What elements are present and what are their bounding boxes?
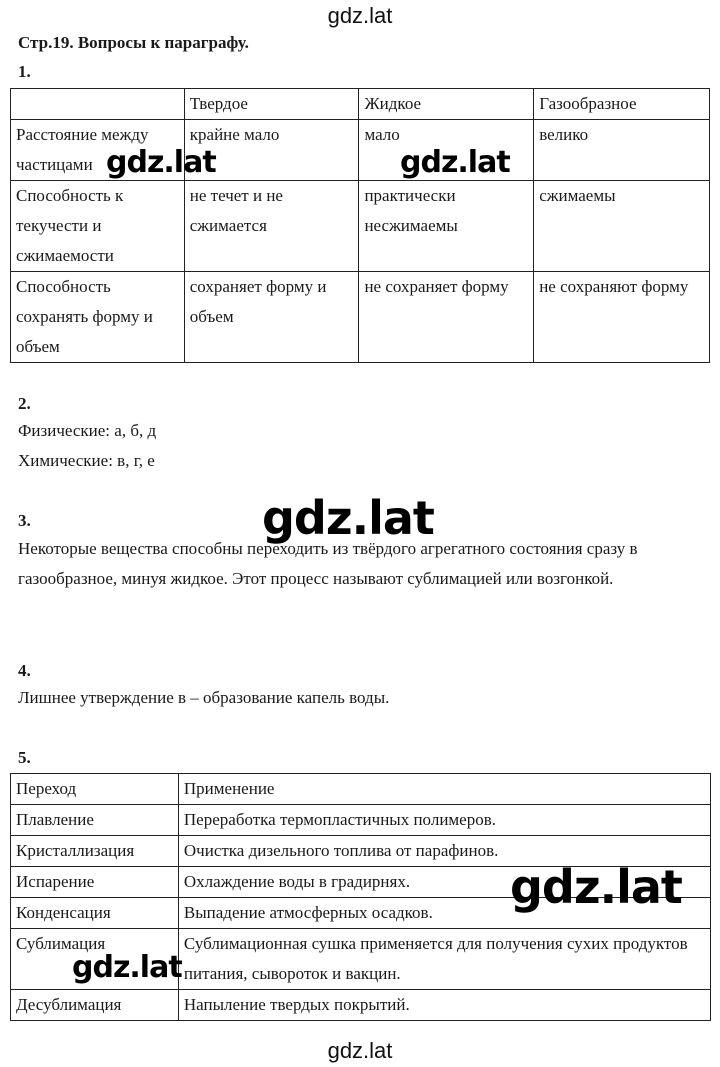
question-2-number: 2. xyxy=(18,394,31,413)
question-3-number: 3. xyxy=(18,511,31,530)
table-row xyxy=(11,181,710,272)
question-2-answer-line: Физические: а, б, д xyxy=(18,421,157,440)
table-cell: сохраняет форму и объем xyxy=(184,272,359,363)
table-header-cell: Применение xyxy=(178,774,710,805)
watermark-top: gdz.lat xyxy=(327,3,393,28)
table-header-cell: Переход xyxy=(11,774,179,805)
question-4-answer: Лишнее утверждение в – образование капель воды. xyxy=(18,688,390,707)
table-cell: Плавление xyxy=(11,805,179,836)
table-cell: не сохраняет форму xyxy=(359,272,534,363)
table-cell: Охлаждение воды в градирнях. xyxy=(178,867,710,898)
table-cell: крайне мало xyxy=(184,120,359,181)
table-cell: практически несжимаемы xyxy=(359,181,534,272)
table-cell: Испарение xyxy=(11,867,179,898)
table-row xyxy=(11,805,711,836)
watermark: gdz.lat xyxy=(400,145,510,180)
table-cell: не течет и не сжимается xyxy=(184,181,359,272)
table-cell: велико xyxy=(534,120,710,181)
table-header-cell: Газообразное xyxy=(534,89,710,120)
table-cell: Выпадение атмосферных осадков. xyxy=(178,898,710,929)
table-header-row xyxy=(11,89,710,120)
question-4-number: 4. xyxy=(18,661,31,680)
watermark: gdz.lat xyxy=(72,950,182,985)
watermark: gdz.lat xyxy=(106,145,216,180)
table-cell: Кристаллизация xyxy=(11,836,179,867)
table-header-row xyxy=(11,774,711,805)
table-header-cell xyxy=(11,89,185,120)
table-header-cell: Твердое xyxy=(184,89,359,120)
table-cell: Расстояние между частицами xyxy=(11,120,185,181)
states-of-matter-table xyxy=(10,88,710,363)
table-cell: Сублимация xyxy=(11,929,179,990)
table-cell: сжимаемы xyxy=(534,181,710,272)
table-cell: Напыление твердых покрытий. xyxy=(178,990,710,1021)
table-cell: Конденсация xyxy=(11,898,179,929)
table-cell: Переработка термопластичных полимеров. xyxy=(178,805,710,836)
table-cell: Способность к текучести и сжимаемости xyxy=(11,181,185,272)
table-row xyxy=(11,272,710,363)
table-cell: Очистка дизельного топлива от парафинов. xyxy=(178,836,710,867)
question-2-answer-line: Химические: в, г, е xyxy=(18,451,155,470)
question-1-number: 1. xyxy=(18,62,31,81)
table-row xyxy=(11,990,711,1021)
table-cell: Способность сохранять форму и объем xyxy=(11,272,185,363)
watermark: gdz.lat xyxy=(510,860,682,914)
table-cell: Десублимация xyxy=(11,990,179,1021)
table-header-cell: Жидкое xyxy=(359,89,534,120)
question-3-answer: Некоторые вещества способны переходить из твёрдого агрегатного состояния сразу в газообразное, минуя жидкое. Этот процесс называют сублимацией или возгонкой. xyxy=(18,539,638,588)
page-title: Стр.19. Вопросы к параграфу. xyxy=(18,33,249,52)
table-cell: не сохраняют форму xyxy=(534,272,710,363)
watermark: gdz.lat xyxy=(262,491,434,545)
question-5-number: 5. xyxy=(18,748,31,767)
watermark-bottom: gdz.lat xyxy=(327,1038,393,1063)
table-cell: Сублимационная сушка применяется для получения сухих продуктов питания, сывороток и вакцин. xyxy=(178,929,710,990)
table-cell: мало xyxy=(359,120,534,181)
